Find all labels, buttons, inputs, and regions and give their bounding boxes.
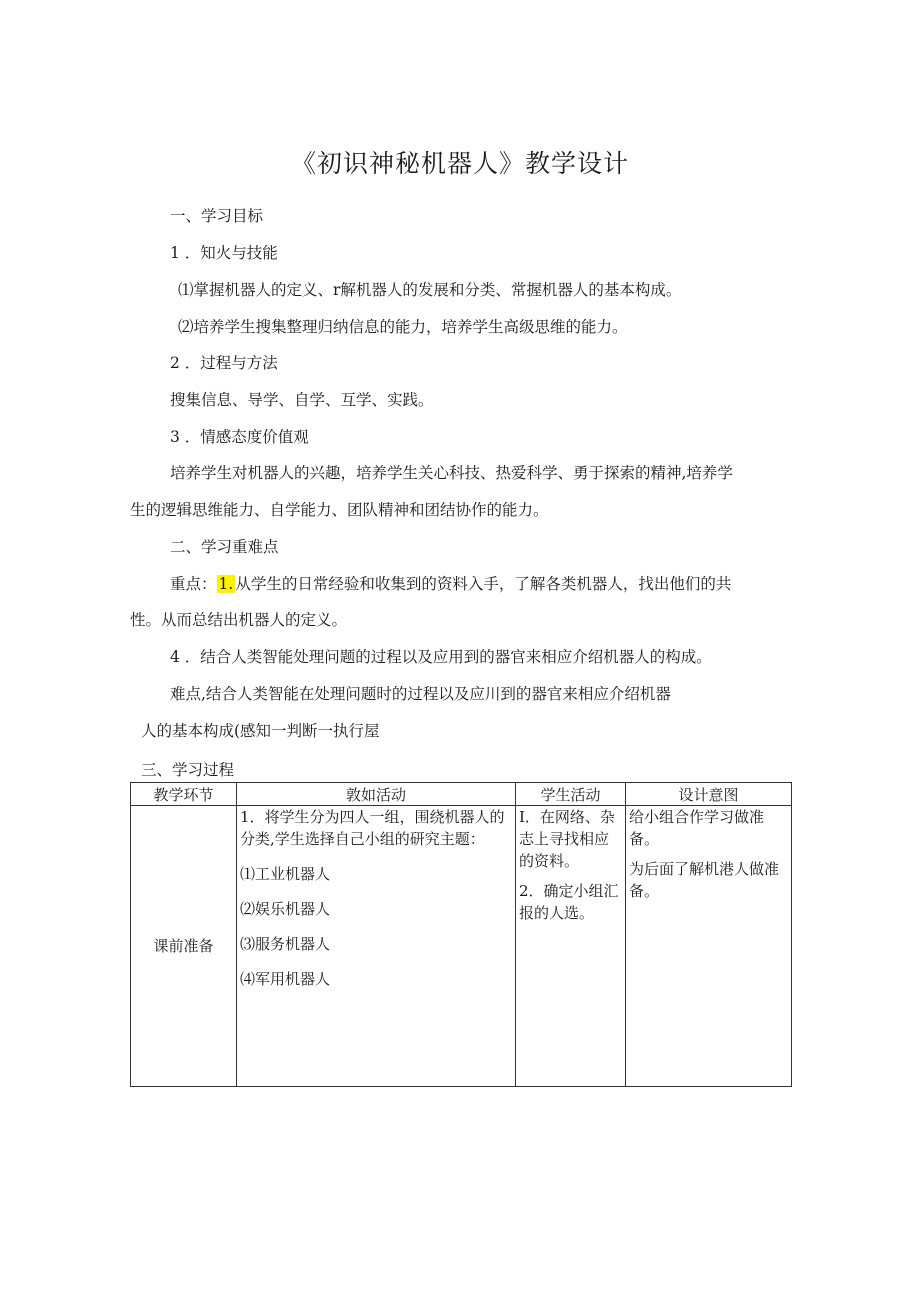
cell-teacher-activity xyxy=(237,806,516,1087)
topic-industrial: ⑴工业机器人 xyxy=(240,865,331,883)
section1-heading: 一、学习目标 xyxy=(170,207,264,225)
key-point-label: 重点： xyxy=(170,575,217,593)
topic-entertainment: ⑵娱乐机器人 xyxy=(240,900,331,918)
key-point-line1 xyxy=(170,574,731,594)
table-header-row xyxy=(131,783,792,806)
difficulty-line1: 难点,结合人类智能在处理问题时的过程以及应川到的器官来相应介绍机器 xyxy=(170,685,671,703)
header-student-activity: 学生活动 xyxy=(516,783,626,806)
header-design-intent: 设计意图 xyxy=(626,783,792,806)
page-title: 《初识神秘机器人》教学设计 xyxy=(290,149,629,178)
table-row xyxy=(131,806,792,1087)
design-intent-2: 为后面了解机港人做准备。 xyxy=(629,860,780,900)
objective-process-heading: 2 ．过程与方法 xyxy=(170,354,278,372)
cell-student-activity xyxy=(516,806,626,1087)
key-point-line2: 性。从而总结出机器人的定义。 xyxy=(130,611,348,629)
design-intent-1: 给小组合作学习做准备。 xyxy=(629,808,765,848)
header-teacher-activity: 敦如活动 xyxy=(237,783,516,806)
objective-emotion-text-line1: 培养学生对机器人的兴趣，培养学生关心科技、热爱科学、勇于探索的精神,培养学 xyxy=(170,464,733,482)
section2-heading: 二、学习重难点 xyxy=(170,538,279,556)
cell-design-intent xyxy=(626,806,792,1087)
objective-knowledge-heading: 1 ．知火与技能 xyxy=(170,244,278,262)
topic-military: ⑷军用机器人 xyxy=(240,970,331,988)
key-point-text: 从学生的日常经验和收集到的资料入手，了解各类机器人，找出他们的共 xyxy=(235,575,732,593)
objective-emotion-text-line2: 生的逻辑思维能力、自学能力、团队精神和团结协作的能力。 xyxy=(130,501,549,519)
objective-knowledge-point-2: ⑵培养学生搜集整理归纳信息的能力，培养学生高级思维的能力。 xyxy=(178,318,628,336)
key-point-number-highlight: 1. xyxy=(218,575,234,593)
student-activity-1: I．在网络、杂志上寻找相应的资料。 xyxy=(519,808,615,870)
learning-process-table xyxy=(130,782,792,1087)
topic-service: ⑶服务机器人 xyxy=(240,935,331,953)
objective-emotion-heading: 3 ．情感态度价值观 xyxy=(170,428,309,446)
header-stage: 教学环节 xyxy=(131,783,237,806)
teacher-activity-intro: 1．将学生分为四人一组，围绕机器人的分类,学生选择自己小组的研究主题： xyxy=(240,808,505,848)
cell-stage: 课前准备 xyxy=(131,806,237,1087)
difficulty-line2: 人的基本构成(感知一判断一执行屋 xyxy=(141,722,380,740)
objective-process-text: 搜集信息、导学、自学、互学、实践。 xyxy=(170,391,434,409)
objective-knowledge-point-1: ⑴掌握机器人的定义、r解机器人的发展和分类、常握机器人的基本构成。 xyxy=(178,281,682,299)
student-activity-2: 2．确定小组汇报的人选。 xyxy=(519,882,619,922)
section3-heading: 三、学习过程 xyxy=(141,761,235,779)
key-point-4: 4 ．结合人类智能处理问题的过程以及应用到的器官来相应介绍机器人的构成。 xyxy=(170,648,712,666)
